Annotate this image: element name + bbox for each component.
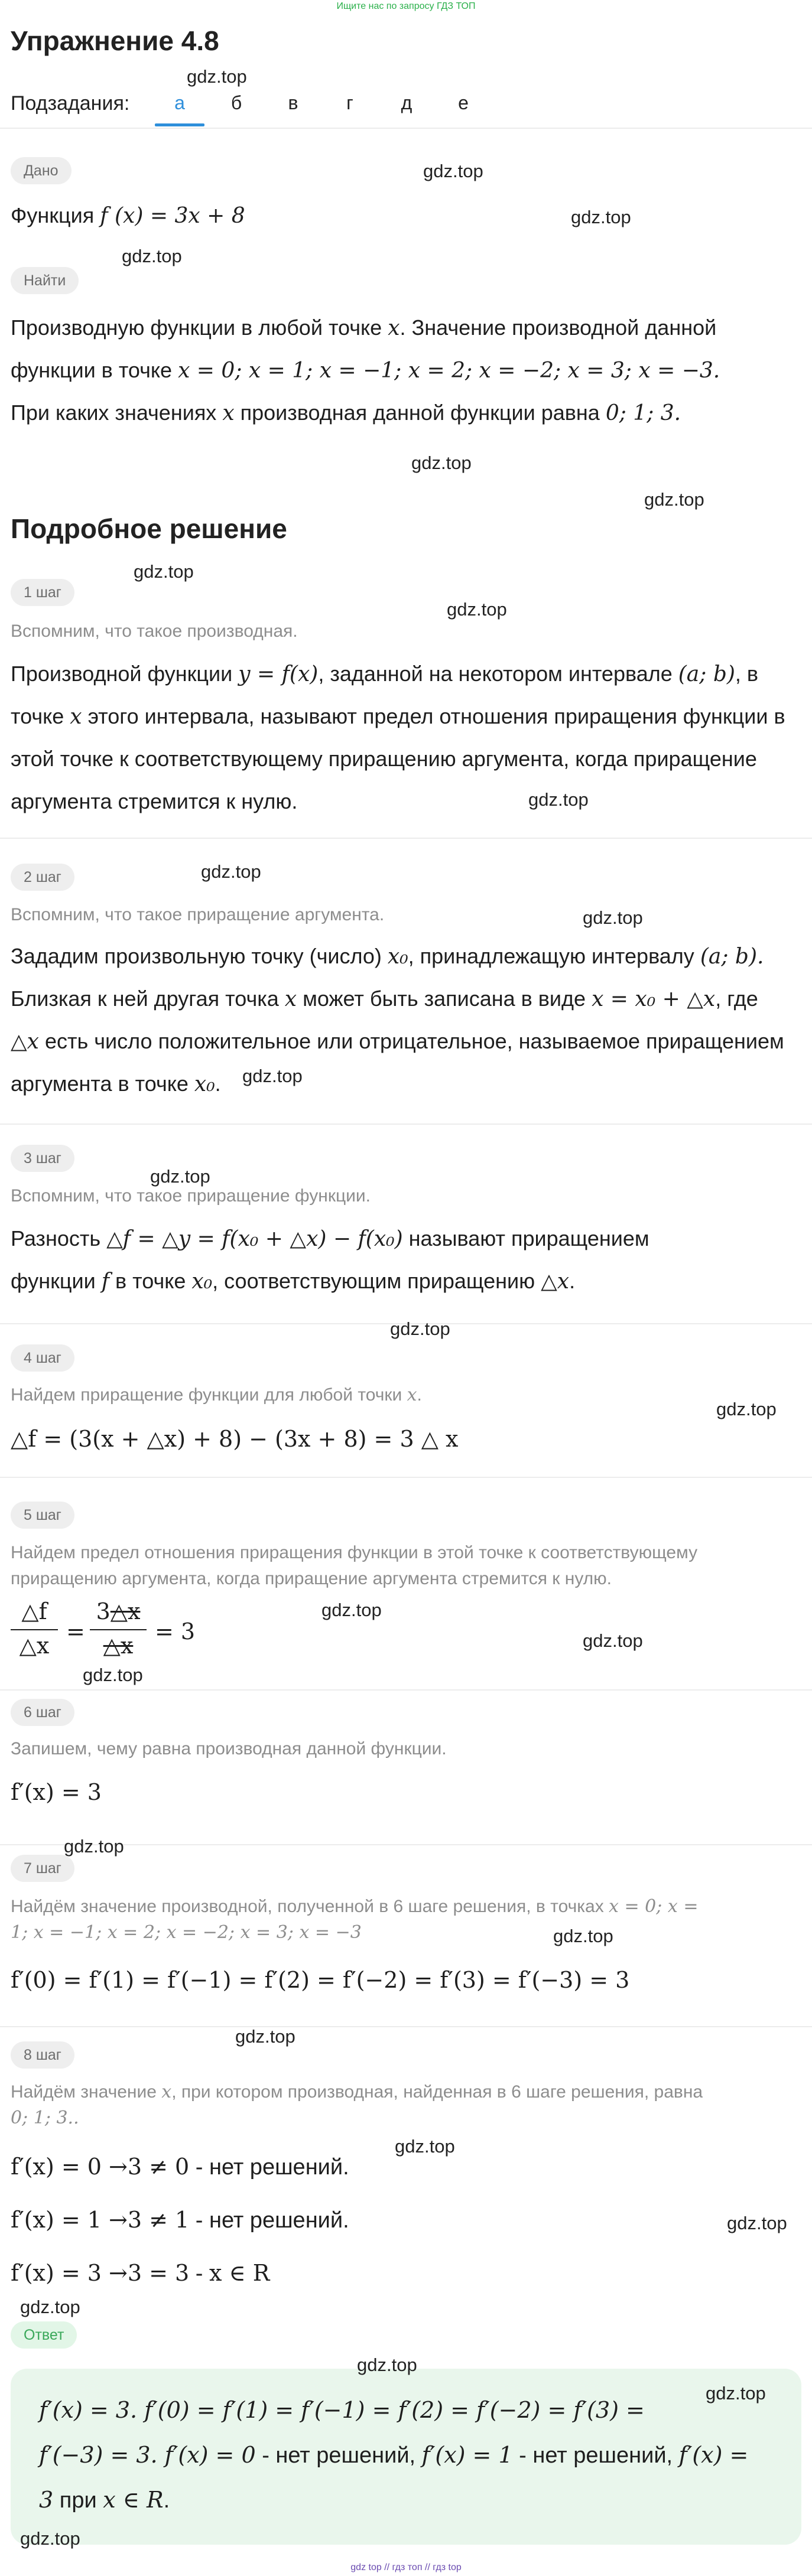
solution-title: Подробное решение <box>11 513 287 544</box>
step-divider <box>0 1477 812 1478</box>
watermark: gdz.top <box>201 861 261 882</box>
step-1-badge: 1 шаг <box>11 579 74 606</box>
answer-box <box>11 2369 801 2545</box>
given-text: Функция f (x) = 3x + 8 <box>11 203 245 228</box>
watermark: gdz.top <box>390 1318 450 1339</box>
step-2-line-3: △x есть число положительное или отрицательное, называемое приращением <box>11 1029 784 1054</box>
step-8-formula-1: f′(x) = 0 →3 ≠ 0 - нет решений. <box>11 2154 349 2180</box>
find-badge: Найти <box>11 267 79 294</box>
fraction-delta-f-over-delta-x: △f △x <box>11 1598 58 1663</box>
step-3-note: Вспомним, что такое приращение функции. <box>11 1186 371 1206</box>
step-divider <box>0 1123 812 1125</box>
step-5-note-1: Найдем предел отношения приращения функции в этой точке к соответствующему <box>11 1543 698 1562</box>
watermark: gdz.top <box>395 2136 455 2157</box>
step-3-line-1: Разность △f = △y = f(x₀ + △x) − f(x₀) называют приращением <box>11 1226 649 1251</box>
find-line-1: Производную функции в любой точке x. Значение производной данной <box>11 315 717 340</box>
watermark: gdz.top <box>122 246 182 266</box>
step-6-note: Запишем, чему равна производная данной функции. <box>11 1739 447 1758</box>
step-1-line-2: точке x этого интервала, называют предел отношения приращения функции в <box>11 704 785 729</box>
top-banner[interactable]: Ищите нас по запросу ГДЗ ТОП <box>336 1 476 11</box>
answer-line-2: f′(−3) = 3. f′(x) = 0 - нет решений, f′(x) = 1 - нет решений, f′(x) = <box>39 2442 749 2468</box>
watermark: gdz.top <box>321 1600 382 1620</box>
watermark: gdz.top <box>64 1836 124 1857</box>
step-5-badge: 5 шаг <box>11 1502 74 1529</box>
watermark: gdz.top <box>357 2354 417 2375</box>
given-badge: Дано <box>11 157 72 184</box>
step-divider <box>0 838 812 839</box>
active-tab-indicator <box>155 123 204 126</box>
step-1-line-1: Производной функции y = f(x), заданной на некотором интервале (a; b), в <box>11 662 759 686</box>
step-7-badge: 7 шаг <box>11 1855 74 1882</box>
fraction-cancelled: 3△x △x <box>90 1598 147 1663</box>
step-7-note-2: 1; x = −1; x = 2; x = −2; x = 3; x = −3 <box>11 1922 362 1943</box>
tab-d[interactable]: д <box>401 92 413 113</box>
step-1-line-4: аргумента стремится к нулю. <box>11 789 298 813</box>
find-line-3: При каких значениях x производная данной функции равна 0; 1; 3. <box>11 400 681 425</box>
watermark: gdz.top <box>706 2383 766 2404</box>
step-8-note-2: 0; 1; 3.. <box>11 2108 79 2128</box>
step-8-formula-2: f′(x) = 1 →3 ≠ 1 - нет решений. <box>11 2207 349 2233</box>
footer-links[interactable]: gdz top // гдз топ // гдз top <box>350 2562 462 2572</box>
step-divider <box>0 2026 812 2027</box>
subtasks-label: Подзадания: <box>11 92 130 115</box>
watermark: gdz.top <box>242 1066 303 1086</box>
watermark: gdz.top <box>528 789 589 810</box>
step-8-badge: 8 шаг <box>11 2041 74 2069</box>
watermark: gdz.top <box>20 2297 80 2317</box>
find-line-2: функции в точке x = 0; x = 1; x = −1; x = 2; x = −2; x = 3; x = −3. <box>11 358 720 383</box>
watermark: gdz.top <box>411 452 472 473</box>
watermark: gdz.top <box>727 2213 787 2233</box>
step-4-badge: 4 шаг <box>11 1344 74 1372</box>
step-4-note: Найдем приращение функции для любой точки x. <box>11 1385 422 1405</box>
tabs-divider <box>0 128 812 129</box>
watermark: gdz.top <box>447 599 507 620</box>
step-1-line-3: этой точке к соответствующему приращению аргумента, когда приращение <box>11 747 757 771</box>
answer-line-3: 3 при x ∈ R. <box>39 2487 170 2513</box>
step-7-formula: f′(0) = f′(1) = f′(−1) = f′(2) = f′(−2) = f′(3) = f′(−3) = 3 <box>11 1967 630 1993</box>
step-2-badge: 2 шаг <box>11 864 74 891</box>
tab-v[interactable]: в <box>288 92 298 113</box>
step-2-line-4: аргумента в точке x₀. <box>11 1072 221 1096</box>
watermark: gdz.top <box>20 2528 80 2549</box>
watermark: gdz.top <box>235 2026 295 2047</box>
step-6-formula: f′(x) = 3 <box>11 1779 102 1805</box>
watermark: gdz.top <box>83 1665 143 1685</box>
step-2-line-2: Близкая к ней другая точка x может быть записана в виде x = x₀ + △x, где <box>11 986 758 1011</box>
answer-badge: Ответ <box>11 2321 77 2349</box>
watermark: gdz.top <box>716 1399 777 1419</box>
watermark: gdz.top <box>150 1166 210 1187</box>
watermark: gdz.top <box>187 66 247 87</box>
step-6-badge: 6 шаг <box>11 1699 74 1726</box>
watermark: gdz.top <box>571 207 631 227</box>
step-7-note-1: Найдём значение производной, полученной в 6 шаге решения, в точках x = 0; x = <box>11 1896 699 1917</box>
equals-sign: = <box>66 1618 85 1644</box>
watermark: gdz.top <box>423 161 483 181</box>
watermark: gdz.top <box>583 907 643 928</box>
tab-b[interactable]: б <box>230 92 242 113</box>
tab-a[interactable]: а <box>174 92 185 113</box>
fraction-result: = 3 <box>155 1618 196 1644</box>
tab-g[interactable]: г <box>346 92 353 113</box>
watermark: gdz.top <box>583 1630 643 1651</box>
step-2-line-1: Зададим произвольную точку (число) x₀, принадлежащую интервалу (a; b). <box>11 944 764 969</box>
watermark: gdz.top <box>134 561 194 582</box>
step-5-note-2: приращению аргумента, когда приращение аргумента стремится к нулю. <box>11 1569 612 1588</box>
step-2-note: Вспомним, что такое приращение аргумента. <box>11 905 385 924</box>
tab-e[interactable]: е <box>458 92 469 113</box>
step-8-formula-3: f′(x) = 3 →3 = 3 - x ∈ R <box>11 2260 270 2286</box>
watermark: gdz.top <box>644 489 704 510</box>
answer-line-1: f′(x) = 3. f′(0) = f′(1) = f′(−1) = f′(2) = f′(−2) = f′(3) = <box>39 2397 645 2423</box>
step-1-note: Вспомним, что такое производная. <box>11 621 298 641</box>
step-3-badge: 3 шаг <box>11 1145 74 1172</box>
watermark: gdz.top <box>553 1926 613 1946</box>
step-divider <box>0 1689 812 1691</box>
step-3-line-2: функции f в точке x₀, соответствующим приращению △x. <box>11 1269 576 1294</box>
step-4-formula: △f = (3(x + △x) + 8) − (3x + 8) = 3 △ x <box>11 1426 459 1452</box>
page-title: Упражнение 4.8 <box>11 25 219 56</box>
step-8-note-1: Найдём значение x, при котором производная, найденная в 6 шаге решения, равна <box>11 2082 703 2102</box>
